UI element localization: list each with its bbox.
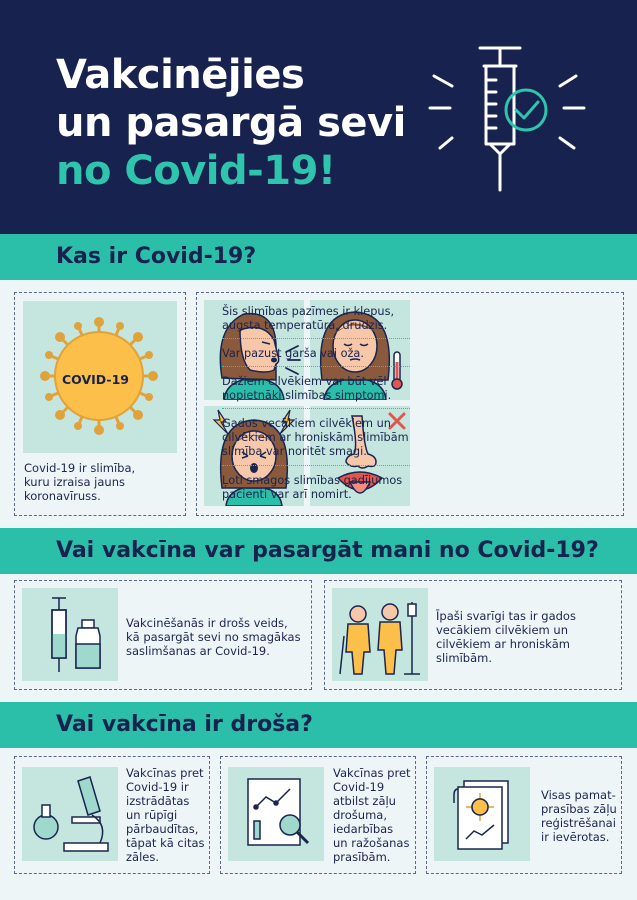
chart-magnifier-icon [228,767,324,861]
registration-text: Visas pamat- prasības zāļu reģistrēšanai ir ievērotas. [541,788,617,844]
fact-2: Var pazust garša vai oža. [222,347,364,360]
divider [222,465,410,466]
header [0,0,637,234]
title-line-2: un pasargā sevi [56,100,406,146]
divider [222,338,410,339]
divider [222,366,410,367]
elderly-text: Īpaši svarīgi tas ir gados vecākiem cilvēkiem un cilvēkiem ar hroniskām slimībām. [436,609,576,665]
syringe-icon [428,40,598,200]
title-line-1: Vakcinējies [56,52,305,98]
section-2-title: Vai vakcīna var pasargāt mani no Covid-19? [56,538,599,563]
fact-4: Gados vecākiem cilvēkiem un cilvēkiem ar hroniskām slimībām slimība var noritēt smagi. [222,417,409,458]
documents-icon [434,767,530,861]
microscope-icon [22,767,118,861]
virus-caption: Covid-19 ir slimība, kuru izraisa jauns koronavīruss. [24,461,136,503]
vaccine-vial-icon [22,588,118,681]
standards-text: Vakcīnas pret Covid-19 atbilst zāļu drošuma, iedarbības un ražošanas prasībām. [333,766,411,864]
section-3-title: Vai vakcīna ir droša? [56,712,313,737]
divider [222,408,410,409]
section-2-band [0,528,637,574]
fact-5: Ļoti smagos slimības gadījumos pacienti var arī nomirt. [222,474,403,501]
elderly-people-icon [332,588,428,681]
title-line-3: no Covid-19! [56,148,336,194]
section-1-title: Kas ir Covid-19? [56,244,257,269]
fact-1: Šis slimības pazīmes ir klepus, augsta temperatūra, drudzis. [222,305,395,332]
section-3-band [0,702,637,748]
vaccine-text: Vakcinēšanās ir drošs veids, kā pasargāt sevi no smagākas saslimšanas ar Covid-19. [126,616,301,658]
testing-text: Vakcīnas pret Covid-19 ir izstrādātas un rūpīgi pārbaudītas, tāpat kā citas zāles. [126,766,205,864]
virus-label: COVID-19 [62,372,129,387]
section-1-band [0,234,637,280]
fact-3: Dažiem cilvēkiem var būt vēl nopietnāki slimības simptomi. [222,375,392,402]
